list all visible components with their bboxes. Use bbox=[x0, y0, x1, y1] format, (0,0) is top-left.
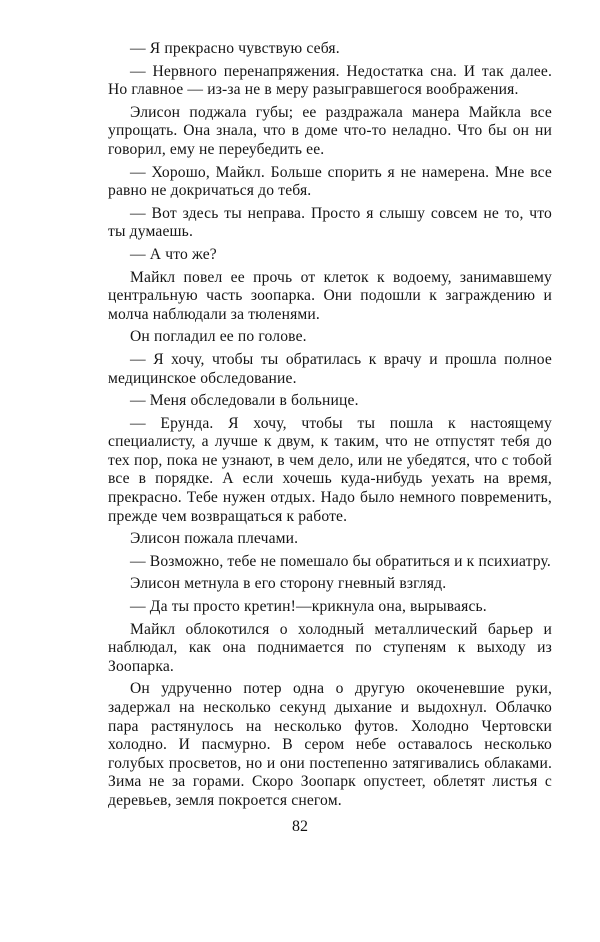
paragraph-7: Майкл повел ее прочь от клеток к водоему, занимавшему центральную часть зоопарка. Они подошли к заграждению и молча наблюдали за тюленями. bbox=[108, 268, 552, 323]
paragraph-17: Он удрученно потер одна о другую окоченевшие руки, задержал на несколько секунд дыхание и выдохнул. Облачко пара растянулось на несколько футов. Холодно Чертовски холодно. И пасмурно. В сером небе оставалось несколько голубых просветов, но и они постепенно затягивались облаками. Зима не за горами. Скоро Зоопарк опустеет, облетят листья с деревьев, земля покроется снегом. bbox=[108, 680, 552, 809]
paragraph-14: Элисон метнула в его сторону гневный взгляд. bbox=[130, 575, 447, 593]
paragraph-9: — Я хочу, чтобы ты обратилась к врачу и прошла полное медицинское обследование. bbox=[108, 350, 552, 387]
paragraph-4: — Хорошо, Майкл. Больше спорить я не намерена. Мне все равно не докричаться до тебя. bbox=[108, 163, 552, 200]
page-number: 82 bbox=[292, 818, 308, 835]
page-body bbox=[108, 40, 552, 815]
paragraph-8: Он погладил ее по голове. bbox=[130, 328, 307, 346]
paragraph-1: — Я прекрасно чувствую себя. bbox=[130, 40, 340, 57]
paragraph-10: — Меня обследовали в больнице. bbox=[130, 392, 359, 410]
paragraph-6: — А что же? bbox=[130, 245, 217, 263]
paragraph-13: — Возможно, тебе не помешало бы обратиться и к психиатру. bbox=[130, 552, 551, 570]
paragraph-2: — Нервного перенапряжения. Недостатка сна. И так далее. Но главное — из-за не в меру разыгравшегося воображения. bbox=[108, 62, 552, 99]
paragraph-3: Элисон поджала губы; ее раздражала манера Майкла все упрощать. Она знала, что в доме что-то неладно. Что бы он ни говорил, ему не переубедить ее. bbox=[108, 103, 552, 158]
paragraph-16: Майкл облокотился о холодный металлический барьер и наблюдал, как она поднимается по ступеням к выходу из Зоопарка. bbox=[108, 620, 552, 675]
paragraph-5: — Вот здесь ты неправа. Просто я слышу совсем не то, что ты думаешь. bbox=[108, 204, 552, 241]
paragraph-15: — Да ты просто кретин!—крикнула она, вырываясь. bbox=[130, 598, 487, 616]
paragraph-11: — Ерунда. Я хочу, чтобы ты пошла к настоящему специалисту, а лучше к двум, к таким, что не отпустят тебя до тех пор, пока не узнают, в чем дело, или не убедятся, что с тобой все в порядке. А если хочешь куда-нибудь уехать на время, прекрасно. Тебе нужен отдых. Надо было немного повременить, прежде чем возвращаться к работе. bbox=[108, 414, 552, 525]
paragraph-12: Элисон пожала плечами. bbox=[130, 530, 299, 548]
